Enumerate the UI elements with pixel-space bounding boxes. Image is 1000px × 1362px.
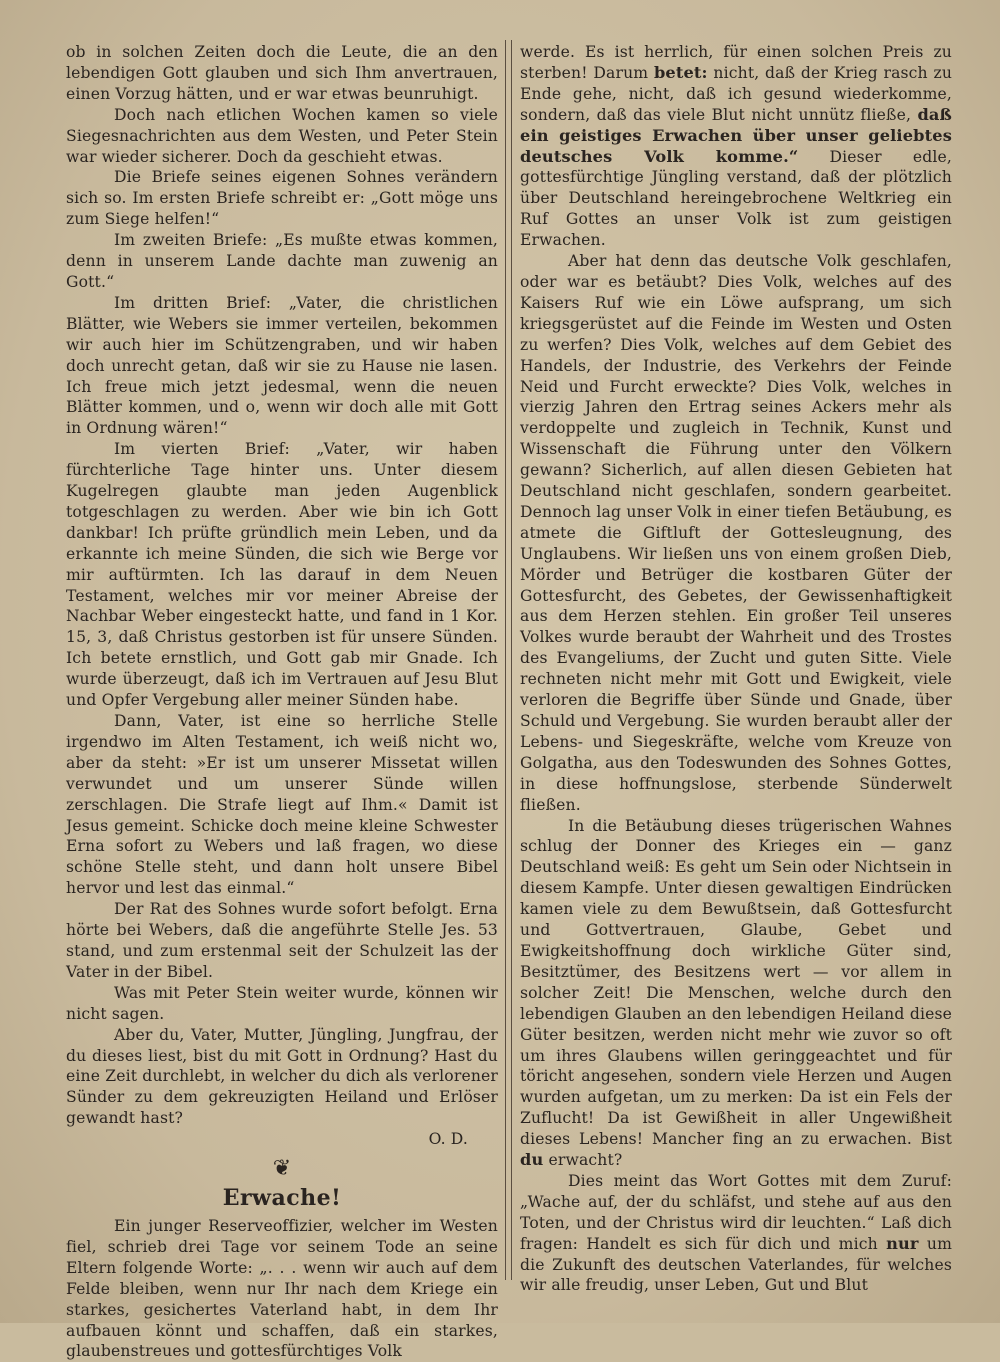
left-column	[66, 42, 498, 1362]
text-run: erwacht?	[548, 1151, 623, 1170]
paragraph: Im dritten Brief: „Vater, die christlichen Blätter, wie Webers sie immer verteilen, bekommen wir auch hier im Schützengraben, und wir haben doch unrecht getan, daß wir sie zu Hause nie lasen. Ich freue mich jetzt jedesmal, wenn die neuen Blätter kommen, und o, wenn wir doch alle mit Gott in Ordnung wären!“	[66, 293, 498, 438]
column-divider	[511, 40, 512, 1280]
paragraph: Dann, Vater, ist eine so herrliche Stelle irgendwo im Alten Testament, ich weiß nicht wo, aber da steht: »Er ist um unserer Missetat willen verwundet und um unserer Sünde willen zerschlagen. Die Strafe liegt auf Ihm.« Damit ist Jesus gemeint. Schicke doch meine kleine Schwester Erna sofort zu Webers und laß fragen, wo diese schöne Stelle steht, und dann holt unsere Bibel hervor und lest das einmal.“	[66, 712, 498, 898]
text-run: Dies meint das Wort Gottes mit dem Zuruf: „Wache auf, der du schläfst, und stehe auf aus den Toten, und der Christus wird dir leuchten.“ Laß dich fragen: Handelt es sich für dich und mich	[520, 1171, 952, 1253]
text-run: um die Zukunft des deutschen Vaterlandes, für welches wir alle freudig, unser Leben, Gut und Blut	[520, 1234, 953, 1295]
paragraph: Im zweiten Briefe: „Es mußte etwas kommen, denn in unserem Lande dachte man zuwenig an Gott.“	[66, 231, 498, 291]
emphasis: betet:	[653, 62, 708, 82]
paragraph: Aber du, Vater, Mutter, Jüngling, Jungfrau, der du dieses liest, bist du mit Gott in Ordnung? Hast du eine Zeit durchlebt, in welcher du dich als verlorener Sünder zu dem gekreuzigten Heiland und Erlöser gewandt hast?	[66, 1025, 498, 1128]
right-column	[520, 42, 952, 1296]
paragraph: Die Briefe seines eigenen Sohnes verändern sich so. Im ersten Briefe schreibt er: „Gott möge uns zum Siege helfen!“	[66, 168, 498, 229]
emphasis: du	[520, 1150, 544, 1170]
article-heading: Erwache!	[222, 1185, 342, 1212]
text-run: Dieser edle, gottesfürchtige Jüngling verstand, daß der plötzlich über Deutschland hereingebrochene Weltkrieg ein Ruf Gottes an unser Volk ist zum geistigen Erwachen.	[520, 147, 952, 250]
fleuron-ornament-icon: ❦	[272, 1156, 292, 1182]
paragraph: Doch nach etlichen Wochen kamen so viele Siegesnachrichten aus dem Westen, und Peter Stein war wieder sicherer. Doch da geschieht etwas.	[66, 105, 498, 166]
emphasis: nur	[886, 1233, 919, 1253]
paragraph	[520, 816, 952, 1171]
author-signature: O. D.	[428, 1130, 468, 1149]
text-run: werde. Es ist herrlich, für einen solchen Preis zu sterben! Darum	[520, 43, 952, 82]
paragraph: ob in solchen Zeiten doch die Leute, die an den lebendigen Gott glauben und sich Ihm anvertrauen, einen Vorzug hätten, und er war etwas beunruhigt.	[66, 43, 498, 103]
paragraph: Der Rat des Sohnes wurde sofort befolgt. Erna hörte bei Webers, daß die angeführte Stelle Jes. 53 stand, und zum erstenmal seit der Schulzeit las der Vater in der Bibel.	[66, 900, 498, 981]
paragraph: Ein junger Reserveoffizier, welcher im Westen fiel, schrieb drei Tage vor seinem Tode an seine Eltern folgende Worte: „. . . wenn wir auch auf dem Felde bleiben, wenn nur Ihr nach dem Kriege ein starkes, gesichertes Vaterland habt, in dem Ihr aufbauen könnt und schaffen, daß ein starkes, glaubenstreues und gottesfürchtiges Volk	[66, 1217, 498, 1361]
text-run: In die Betäubung dieses trügerischen Wahnes schlug der Donner des Krieges ein — ganz Deutschland weiß: Es geht um Sein oder Nichtsein in diesem Kampfe. Unter diesen gewaltigen Eindrücken kamen viele zu dem Bewußtsein, daß Gottesfurcht und Gottvertrauen, Glaube, Gebet und Ewigkeitshoffnung doch wirkliche Güter sind, Besitztümer, des Besitzens wert — vor allem in solcher Zeit! Die Menschen, welche durch den lebendigen Glauben an den lebendigen Heiland diese Güter besitzen, werden nicht mehr wie zuvor so oft um ihres Glaubens willen geringgeachtet und für töricht angesehen, sondern viele Herzen und Augen wurden aufgetan, um zu merken: Da ist ein Fels der Zuflucht! Da ist Gewißheit in aller Ungewißheit dieses Lebens! Mancher fing an zu erwachen. Bist	[520, 816, 952, 1149]
paragraph: Was mit Peter Stein weiter wurde, können wir nicht sagen.	[66, 983, 498, 1023]
paragraph	[520, 42, 952, 251]
column-divider	[505, 40, 506, 1280]
paragraph: Im vierten Brief: „Vater, wir haben fürchterliche Tage hinter uns. Unter diesem Kugelregen glaubte man jeden Augenblick totgeschlagen zu werden. Aber wie bin ich Gott dankbar! Ich prüfte gründlich mein Leben, und da erkannte ich meine Sünden, die sich wie Berge vor mir auftürmten. Ich las darauf in dem Neuen Testament, welches mir vor meiner Abreise der Nachbar Weber eingesteckt hatte, und fand in 1 Kor. 15, 3, daß Christus gestorben ist für unsere Sünden. Ich betete ernstlich, und Gott gab mir Gnade. Ich wurde überzeugt, daß ich im Vertrauen auf Jesu Blut und Opfer Vergebung aller meiner Sünden habe.	[66, 440, 498, 710]
paragraph	[520, 1171, 952, 1296]
paragraph: Aber hat denn das deutsche Volk geschlafen, oder war es betäubt? Dies Volk, welches auf des Kaisers Ruf wie ein Löwe aufsprang, um sich kriegsgerüstet auf die Feinde im Westen und Osten zu werfen? Dies Volk, welches auf dem Gebiet des Handels, der Industrie, des Verkehrs der Feinde Neid und Furcht erweckte? Dies Volk, welches in vierzig Jahren den Ertrag seines Ackers mehr als verdoppelte und zugleich in Technik, Kunst und Wissenschaft die Führung unter den Völkern gewann? Sicherlich, auf allen diesen Gebieten hat Deutschland nicht geschlafen, sondern gearbeitet. Dennoch lag unser Volk in einer tiefen Betäubung, es atmete die Giftluft der Gottesleugnung, des Unglaubens. Wir ließen uns von einem großen Dieb, Mörder und Betrüger die kostbaren Güter der Gottesfurcht, des Gebetes, der Gewissenhaftigkeit aus dem Herzen stehlen. Ein großer Teil unseres Volkes wurde beraubt der Wahrheit und des Trostes des Evangeliums, der Zucht und guten Sitte. Viele rechneten nicht mehr mit Gott und Ewigkeit, viele verloren die Begriffe über Sünde und Gnade, über Schuld und Vergebung. Sie wurden beraubt aller der Lebens- und Siegeskräfte, welche vom Kreuze von Golgatha, aus den Todeswunden des Sohnes Gottes, in diese hoffnungslose, sterbende Sünderwelt fließen.	[520, 252, 952, 814]
text-run: nicht, daß der Krieg rasch zu Ende gehe, nicht, daß ich gesund wiederkomme, sondern, daß das viele Blut nicht unnütz fließe,	[520, 63, 953, 124]
emphasis: daß ein geistiges Erwachen über unser geliebtes deutsches Volk komme.“	[520, 104, 953, 166]
